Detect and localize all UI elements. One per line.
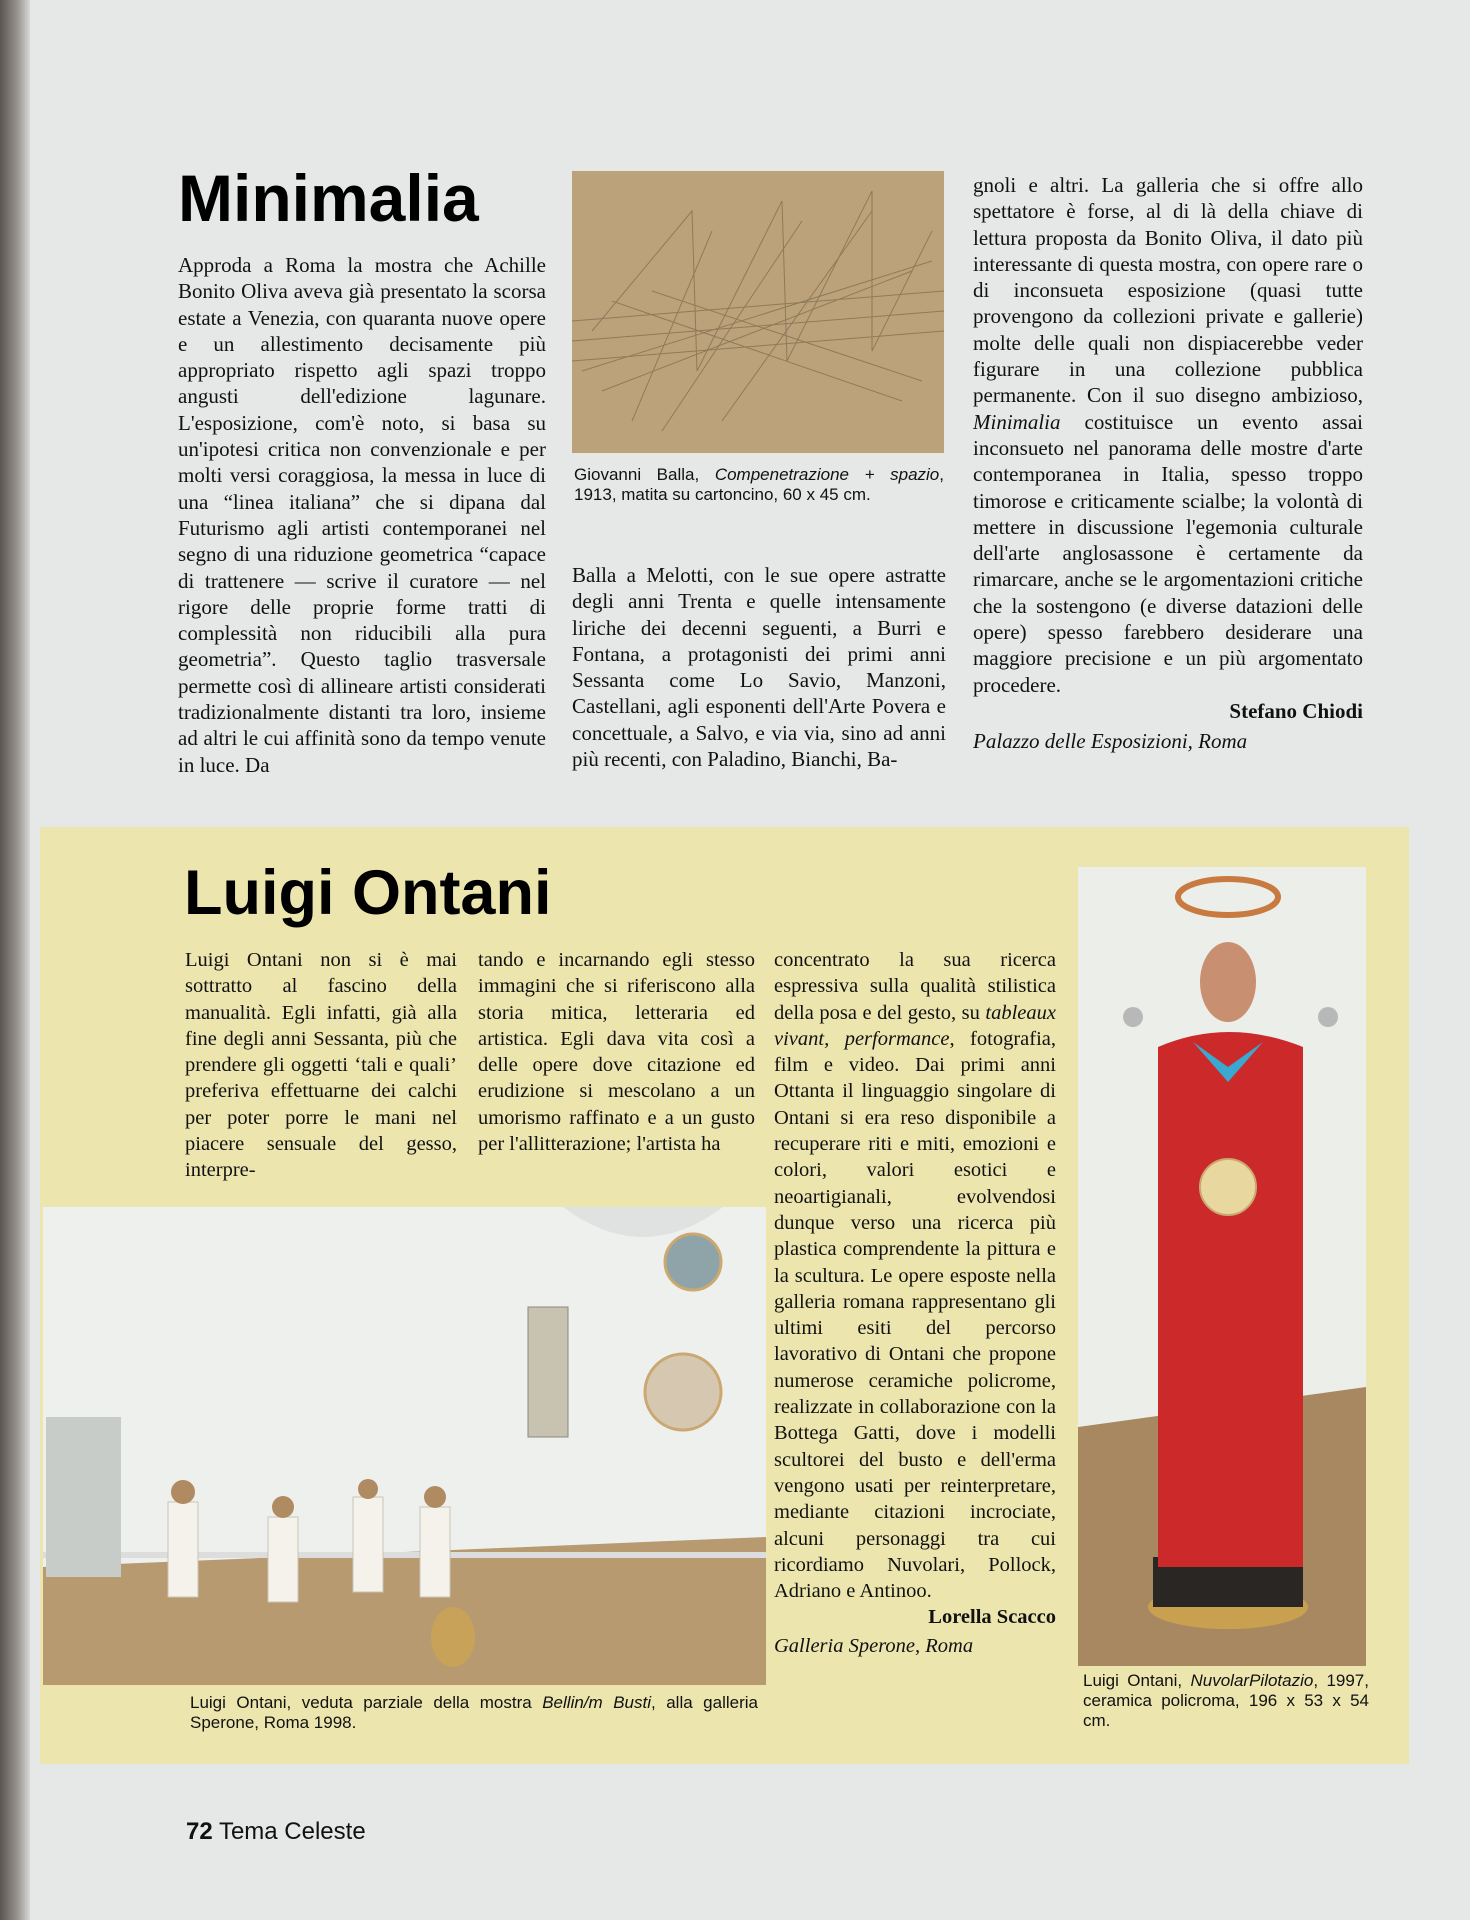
minimalia-column-2: [572, 562, 946, 772]
paragraph: Luigi Ontani non si è mai sottratto al fascino della manualità. Egli infatti, già alla fine degli anni Sessanta, più che prendere gli oggetti ‘tali e quali’ preferiva effettuarne dei calchi per poter porre le mani nel piacere sensuale del gesso, interpre-: [185, 949, 457, 1182]
gallery-photo-caption: Luigi Ontani, veduta parziale della mostra Bellin/m Busti, alla galleria Sperone, Roma 1998.: [190, 1693, 758, 1732]
page-footer: [186, 1818, 366, 1846]
venue: Galleria Sperone, Roma: [774, 1634, 974, 1657]
paragraph: concentrato la sua ricerca espressiva sulla qualità stilistica della posa e del gesto, su tableaux vivant, performance, fotografia, film e video. Dai primi anni Ottanta il linguaggio singolare di Ontani si era reso disponibile a recuperare riti e miti, emozioni e colori, valori esotici e neoartigianali, evolvendosi dunque verso una ricerca più plastica comprendente la pittura e la scultura. Le opere esposte nella galleria romana rappresentano gli ultimi esiti del percorso lavorativo di Ontani che propone numerose ceramiche policrome, realizzate in collaborazione con la Bottega Gatti, dove i modelli scultorei del busto e dell'erma vengono usati per reinterpretare, mediante citazioni incrociate, alcuni personaggi tra cui ricordiamo Nuvolari, Pollock, Adriano e Antinoo.: [774, 949, 1056, 1603]
ontani-column-3: [774, 947, 1056, 1659]
ontani-column-2: [478, 947, 755, 1157]
minimalia-column-3: [973, 172, 1363, 755]
sculpture-caption: Luigi Ontani, NuvolarPilotazio, 1997, ceramica policroma, 196 x 53 x 54 cm.: [1083, 1671, 1369, 1730]
gallery-view-photo: [43, 1207, 766, 1685]
paragraph: tando e incarnando egli stesso immagini che si riferiscono alla storia mitica, letteraria ed artistica. Egli dava vita così a delle opere dove citazione ed erudizione si mescolano a un umorismo raffinato e a un gusto per l'allitterazione; l'artista ha: [478, 949, 755, 1156]
nuvolarpilotazio-sculpture-photo: [1078, 867, 1366, 1666]
paragraph: gnoli e altri. La galleria che si offre allo spettatore è forse, al di là della chiave di lettura proposta da Bonito Oliva, il dato più interessante di questa mostra, con opere rare o di inconsueta esposizione (quasi tutte provengono da collezioni private e gallerie) molte delle quali non dispiacerebbe veder figurare in una collezione pubblica permanente. Con il suo disegno ambizioso, Minimalia costituisce un evento assai inconsueto nel panorama delle mostre d'arte contemporanea in Italia, spesso troppo timorose e criticamente scialbe; la volontà di mettere in discussione l'egemonia culturale dell'arte anglosassone è certamente da rimarcare, anche se le argomentazioni critiche che la sostengono (e diverse datazioni delle opere) spesso farebbero desiderare una maggiore precisione e un più argomentato procedere.: [973, 173, 1363, 697]
balla-drawing-image: [572, 171, 944, 453]
paragraph: Approda a Roma la mostra che Achille Bonito Oliva aveva già presentato la scorsa estate a Venezia, con quaranta nuove opere e un allestimento decisamente più appropriato rispetto agli spazi troppo angusti dell'edizione lagunare. L'esposizione, com'è noto, si basa su un'ipotesi critica non convenzionale e per molti versi coraggiosa, la messa in luce di una “linea italiana” che si dipana dal Futurismo agli artisti contemporanei nel segno di una riduzione geometrica “capace di trattenere — scrive il curatore — nel rigore delle proprie forme tratti di complessità non riducibili alla pura geometria”. Questo taglio trasversale permette così di allineare artisti considerati tradizionalmente distanti tra loro, insieme ad altri le cui affinità sono da tempo venute in luce. Da: [178, 253, 546, 777]
author-signature: Lorella Scacco: [928, 1606, 1056, 1629]
venue: Palazzo delle Esposizioni, Roma: [973, 729, 1248, 754]
ontani-column-1: [185, 947, 457, 1184]
author-signature: Stefano Chiodi: [1229, 698, 1363, 723]
paragraph: Balla a Melotti, con le sue opere astratte degli anni Trenta e quelle intensamente liriche dei decenni seguenti, a Burri e Fontana, a protagonisti dei primi anni Sessanta come Lo Savio, Manzoni, Castellani, agli esponenti dell'Arte Povera e concettuale, a Salvo, e via via, sino ad anni più recenti, con Paladino, Bianchi, Ba-: [572, 563, 946, 772]
minimalia-title: Minimalia: [178, 161, 479, 235]
page-number: 72: [186, 1818, 213, 1845]
page-binding-edge: [0, 0, 30, 1920]
magazine-name: Tema Celeste: [218, 1818, 366, 1845]
minimalia-column-1: [178, 252, 546, 778]
balla-caption: Giovanni Balla, Compenetrazione + spazio, 1913, matita su cartoncino, 60 x 45 cm.: [574, 465, 944, 504]
ontani-title: Luigi Ontani: [184, 858, 552, 928]
